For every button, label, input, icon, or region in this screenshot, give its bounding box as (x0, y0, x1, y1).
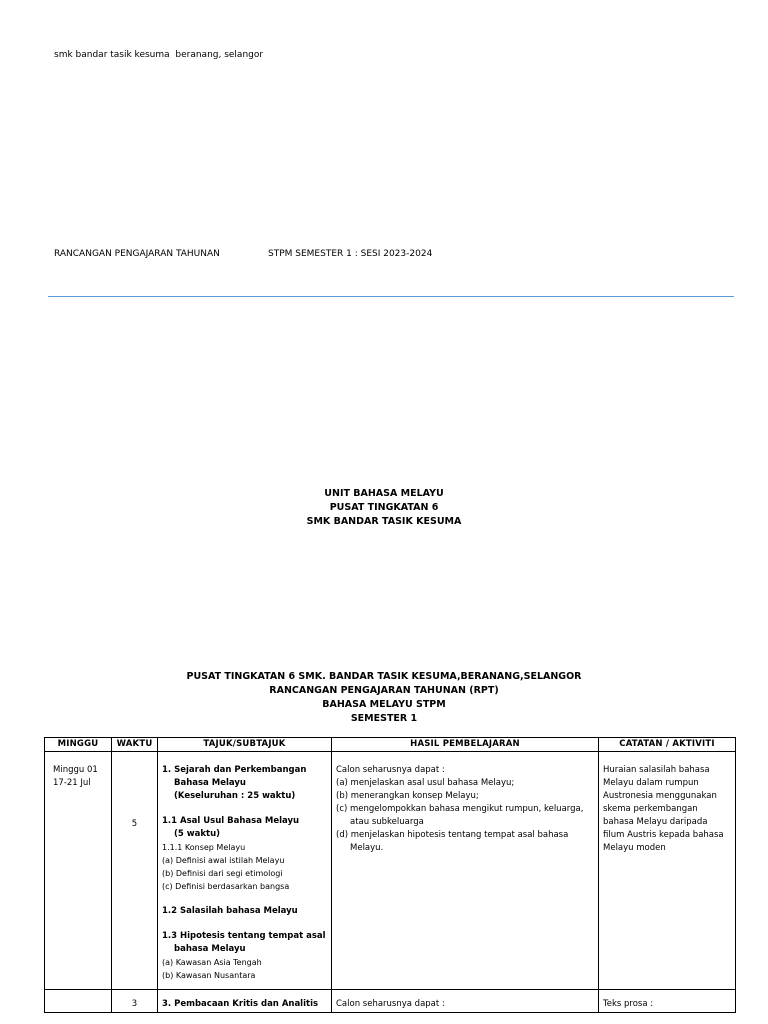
tajuk-main: 3. Pembacaan Kritis dan Analitis (162, 999, 319, 1009)
unit-line-2: PUSAT TINGKATAN 6 (329, 502, 439, 513)
subtopic-3-b: (b) Kawasan Nusantara (162, 971, 256, 980)
tajuk-main-3: (Keseluruhan : 25 waktu) (174, 791, 296, 801)
header-tajuk: TAJUK/SUBTAJUK (158, 738, 332, 752)
cell-tajuk (158, 752, 332, 990)
catatan-text: Teks prosa : (603, 999, 654, 1009)
cell-minggu (45, 990, 112, 1013)
minggu-date: 17-21 Jul (53, 778, 91, 788)
header-divider (48, 296, 734, 297)
hasil-intro: Calon seharusnya dapat : (336, 999, 445, 1009)
tajuk-main-1: 1. Sejarah dan Perkembangan (162, 765, 307, 775)
table-row (45, 990, 736, 1013)
subtopic-1-d: (c) Definisi berdasarkan bangsa (162, 882, 290, 891)
catatan-text: Huraian salasilah bahasa Melayu dalam rumpun Austronesia menggunakan skema perkembangan bahasa Melayu daripada filum Austris kepada bahasa Melayu moden (603, 765, 724, 853)
subtopic-1-b: (a) Definisi awal istilah Melayu (162, 856, 285, 865)
cell-minggu (45, 752, 112, 990)
header-minggu: MINGGU (45, 738, 112, 752)
subtopic-3-title-2: bahasa Melayu (174, 944, 246, 954)
unit-line-1: UNIT BAHASA MELAYU (324, 488, 444, 499)
cell-catatan (599, 752, 736, 990)
header-catatan: CATATAN / AKTIVITI (599, 738, 736, 752)
title-line-1: PUSAT TINGKATAN 6 SMK. BANDAR TASIK KESUMA,BERANANG,SELANGOR (186, 671, 582, 682)
title-line-2: RANCANGAN PENGAJARAN TAHUNAN (RPT) (269, 685, 499, 696)
cell-tajuk (158, 990, 332, 1013)
header-waktu: WAKTU (112, 738, 158, 752)
header-hasil: HASIL PEMBELAJARAN (332, 738, 599, 752)
cell-waktu (112, 752, 158, 990)
title-line-4: SEMESTER 1 (350, 713, 418, 724)
waktu-value: 5 (131, 819, 138, 829)
hasil-d: (d) menjelaskan hipotesis tentang tempat asal bahasa Melayu. (336, 830, 569, 853)
rpt-table (44, 737, 736, 1013)
table-header-row (45, 738, 736, 752)
document-title-block (0, 670, 768, 726)
unit-line-3: SMK BANDAR TASIK KESUMA (306, 516, 462, 527)
tajuk-main-2: Bahasa Melayu (174, 778, 246, 788)
waktu-value: 3 (131, 999, 138, 1009)
subtopic-3-a: (a) Kawasan Asia Tengah (162, 958, 262, 967)
subtopic-1-hours: (5 waktu) (174, 829, 220, 839)
subtopic-1-title: 1.1 Asal Usul Bahasa Melayu (162, 816, 300, 826)
cell-hasil (332, 990, 599, 1013)
subtopic-1-a: 1.1.1 Konsep Melayu (162, 843, 246, 852)
session-label: STPM SEMESTER 1 : SESI 2023-2024 (268, 249, 433, 259)
subtopic-1-c: (b) Definisi dari segi etimologi (162, 869, 283, 878)
minggu-week: Minggu 01 (53, 765, 98, 775)
cell-catatan (599, 990, 736, 1013)
hasil-b: (b) menerangkan konsep Melayu; (336, 791, 479, 801)
rpt-label: RANCANGAN PENGAJARAN TAHUNAN (54, 249, 220, 259)
cell-waktu (112, 990, 158, 1013)
hasil-a: (a) menjelaskan asal usul bahasa Melayu; (336, 778, 515, 788)
subtopic-2-title: 1.2 Salasilah bahasa Melayu (162, 906, 298, 916)
unit-block (0, 487, 768, 529)
school-name-line: smk bandar tasik kesuma beranang, selangor (54, 50, 264, 60)
hasil-c: (c) mengelompokkan bahasa mengikut rumpun, keluarga, atau subkeluarga (336, 804, 584, 827)
table-row (45, 752, 736, 990)
subtopic-3-title-1: 1.3 Hipotesis tentang tempat asal (162, 931, 326, 941)
cell-hasil (332, 752, 599, 990)
hasil-intro: Calon seharusnya dapat : (336, 765, 445, 775)
title-line-3: BAHASA MELAYU STPM (322, 699, 446, 710)
